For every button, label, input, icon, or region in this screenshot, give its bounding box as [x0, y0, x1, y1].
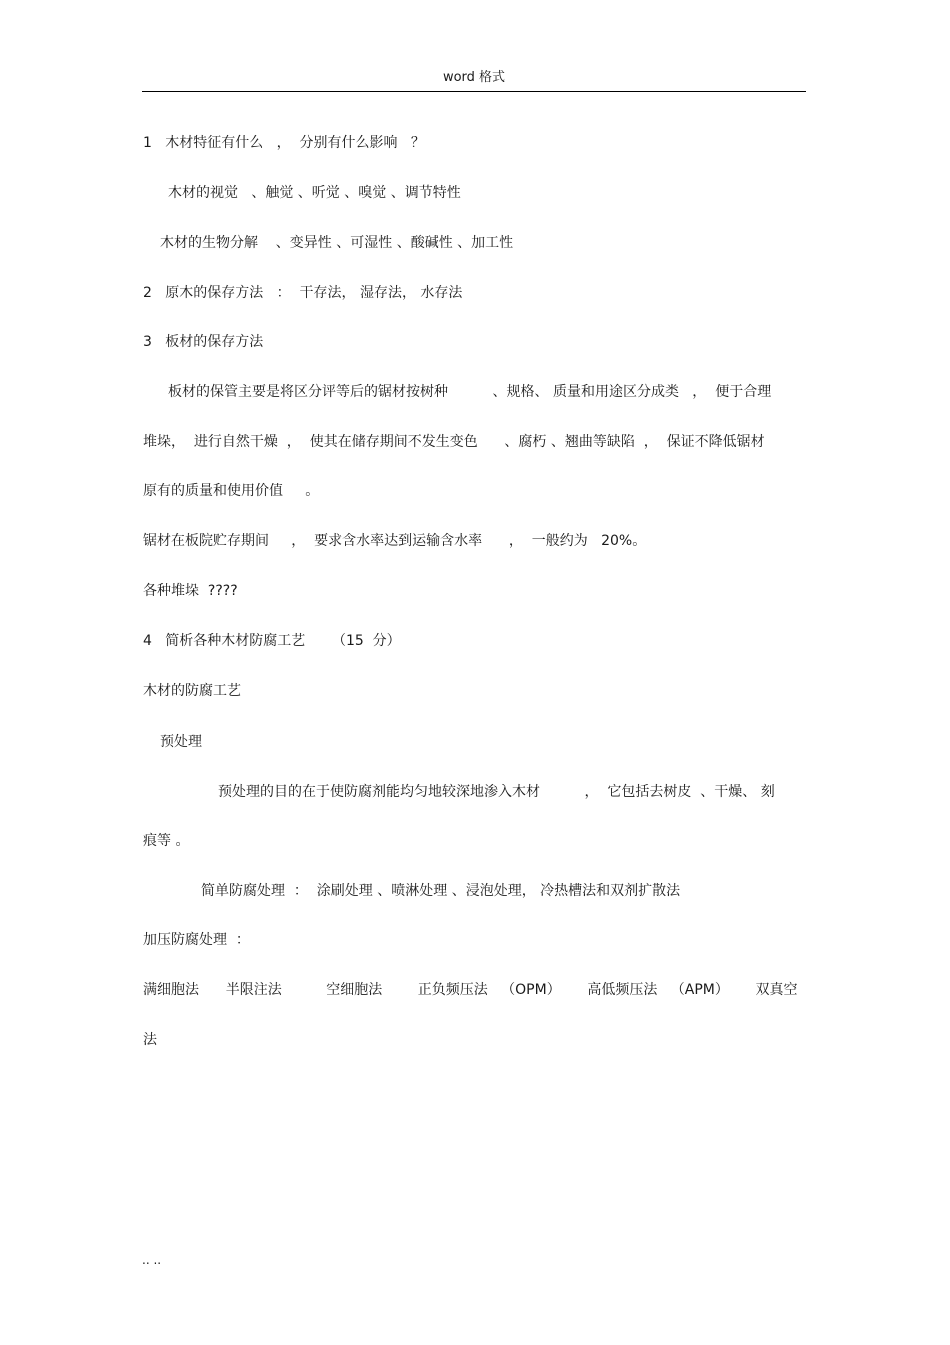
body-line-storage-3: 原有的质量和使用价值 。	[143, 483, 320, 499]
body-line-q2: 2 原木的保存方法 ： 干存法， 湿存法， 水存法	[143, 285, 463, 301]
body-line-methods-2: 法	[143, 1032, 157, 1048]
body-line-simple-treatment: 简单防腐处理 ： 涂刷处理 、喷淋处理 、浸泡处理， 冷热槽法和双剂扩散法	[201, 883, 681, 899]
body-line-storage-1: 板材的保管主要是将区分评等后的锯材按树种 、规格、 质量和用途区分成类 ， 便于合理	[168, 384, 772, 400]
body-line-q1: 1 木材特征有什么 ， 分别有什么影响 ？	[143, 135, 425, 151]
body-line-storage-2: 堆垛， 进行自然干燥 ， 使其在储存期间不发生变色 、腐朽 、翘曲等缺陷 ， 保证不降低锯材	[143, 434, 765, 450]
body-line-pretreatment-1: 预处理的目的在于使防腐剂能均匀地较深地渗入木材 ， 它包括去树皮 、干燥、 刻	[218, 784, 775, 800]
header-rule	[142, 91, 806, 92]
body-line-methods-1: 满细胞法 半限注法 空细胞法 正负频压法 （OPM） 高低频压法 （APM） 双真空	[143, 982, 798, 998]
body-line-stacking: 各种堆垛 ????	[143, 583, 238, 599]
body-line-pressure-treatment: 加压防腐处理 ：	[143, 932, 250, 948]
body-line-properties: 木材的生物分解 、变异性 、可湿性 、酸碱性 、加工性	[160, 235, 514, 251]
body-line-pretreatment-2: 痕等 。	[143, 833, 190, 849]
body-line-preservation: 木材的防腐工艺	[143, 683, 241, 699]
body-line-q3: 3 板材的保存方法	[143, 334, 264, 350]
page-header: word 格式	[442, 70, 506, 85]
body-line-senses: 木材的视觉 、触觉 、听觉 、嗅觉 、调节特性	[168, 185, 461, 201]
body-line-q4: 4 简析各种木材防腐工艺 （15 分）	[143, 633, 401, 649]
body-line-pretreatment: 预处理	[160, 734, 202, 750]
page-footer: .. ..	[142, 1253, 162, 1267]
body-line-moisture: 锯材在板院贮存期间 ， 要求含水率达到运输含水率 ， 一般约为 20%。	[143, 533, 647, 549]
